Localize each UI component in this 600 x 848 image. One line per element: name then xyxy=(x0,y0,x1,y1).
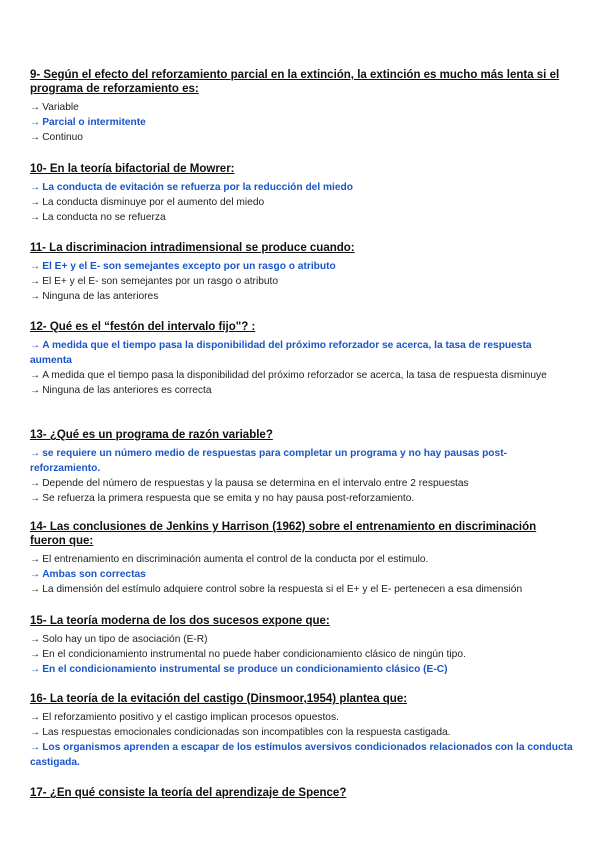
answer-option-correct: → El E+ y el E- son semejantes excepto por un rasgo o atributo xyxy=(30,261,336,272)
arrow-icon: → xyxy=(30,478,41,489)
arrow-icon: → xyxy=(30,212,41,223)
arrow-icon: → xyxy=(30,340,41,351)
arrow-icon: → xyxy=(30,117,41,128)
answer-option-correct: → En el condicionamiento instrumental se produce un condicionamiento clásico (E-C) xyxy=(30,664,448,675)
arrow-icon: → xyxy=(30,584,41,595)
question-11 xyxy=(30,241,575,304)
arrow-icon: → xyxy=(30,197,41,208)
answer-option-correct: → A medida que el tiempo pasa la disponibilidad del próximo reforzador se acerca, la tasa de respuesta aumenta xyxy=(30,340,532,366)
arrow-icon: → xyxy=(30,712,41,723)
arrow-icon: → xyxy=(30,649,41,660)
question-title: 13- ¿Qué es un programa de razón variable? xyxy=(30,429,273,441)
question-16 xyxy=(30,692,575,770)
answer-option: → Ninguna de las anteriores xyxy=(30,291,159,302)
answer-option: → A medida que el tiempo pasa la disponibilidad del próximo reforzador se acerca, la tasa de respuesta disminuye xyxy=(30,370,547,381)
answer-option-correct: → se requiere un número medio de respuestas para completar un programa y no hay pausas post-reforzamiento. xyxy=(30,448,507,474)
arrow-icon: → xyxy=(30,276,41,287)
arrow-icon: → xyxy=(30,554,41,565)
answer-option: → Ninguna de las anteriores es correcta xyxy=(30,385,212,396)
answer-option-correct: → Los organismos aprenden a escapar de los estímulos aversivos condicionados relacionados con la conducta castigada. xyxy=(30,742,573,768)
arrow-icon: → xyxy=(30,132,41,143)
question-title: 15- La teoría moderna de los dos sucesos expone que: xyxy=(30,615,330,627)
arrow-icon: → xyxy=(30,493,41,504)
answer-option-correct: → Parcial o intermitente xyxy=(30,117,146,128)
answer-option: → Depende del número de respuestas y la pausa se determina en el intervalo entre 2 respuestas xyxy=(30,478,469,489)
answer-option: → Se refuerza la primera respuesta que se emita y no hay pausa post-reforzamiento. xyxy=(30,493,415,504)
question-15 xyxy=(30,614,575,677)
question-14 xyxy=(30,520,575,597)
answer-option: → La conducta disminuye por el aumento del miedo xyxy=(30,197,265,208)
question-title: 16- La teoría de la evitación del castigo (Dinsmoor,1954) plantea que: xyxy=(30,693,408,705)
question-title: 10- En la teoría bifactorial de Mowrer: xyxy=(30,163,235,175)
answer-option: → Solo hay un tipo de asociación (E-R) xyxy=(30,634,208,645)
arrow-icon: → xyxy=(30,370,41,381)
arrow-icon: → xyxy=(30,634,41,645)
answer-option: → Continuo xyxy=(30,132,83,143)
answer-option: → Variable xyxy=(30,102,79,113)
arrow-icon: → xyxy=(30,742,41,753)
answer-option-correct: → La conducta de evitación se refuerza por la reducción del miedo xyxy=(30,182,353,193)
question-title: 9- Según el efecto del reforzamiento parcial en la extinción, la extinción es mucho más lenta si el programa de reforzamiento es: xyxy=(30,69,560,95)
answer-option: → El E+ y el E- son semejantes por un rasgo o atributo xyxy=(30,276,279,287)
answer-option: → En el condicionamiento instrumental no puede haber condicionamiento clásico de ningún tipo. xyxy=(30,649,466,660)
question-9 xyxy=(30,68,575,145)
question-title: 14- Las conclusiones de Jenkins y Harrison (1962) sobre el entrenamiento en discriminación fueron que: xyxy=(30,521,537,547)
arrow-icon: → xyxy=(30,448,41,459)
arrow-icon: → xyxy=(30,664,41,675)
arrow-icon: → xyxy=(30,261,41,272)
answer-option: → El reforzamiento positivo y el castigo implican procesos opuestos. xyxy=(30,712,339,723)
question-12 xyxy=(30,320,575,398)
arrow-icon: → xyxy=(30,182,41,193)
question-title: 11- La discriminacion intradimensional se produce cuando: xyxy=(30,242,355,254)
question-10 xyxy=(30,162,575,225)
question-17 xyxy=(30,786,575,804)
arrow-icon: → xyxy=(30,102,41,113)
arrow-icon: → xyxy=(30,569,41,580)
answer-option: → El entrenamiento en discriminación aumenta el control de la conducta por el estimulo. xyxy=(30,554,429,565)
arrow-icon: → xyxy=(30,291,41,302)
arrow-icon: → xyxy=(30,385,41,396)
question-title: 17- ¿En qué consiste la teoría del aprendizaje de Spence? xyxy=(30,787,347,799)
answer-option: → La dimensión del estímulo adquiere control sobre la respuesta si el E+ y el E- pertenecen a esa dimensión xyxy=(30,584,523,595)
answer-option: → Las respuestas emocionales condicionadas son incompatibles con la respuesta castigada. xyxy=(30,727,451,738)
arrow-icon: → xyxy=(30,727,41,738)
answer-option: → La conducta no se refuerza xyxy=(30,212,166,223)
answer-option-correct: → Ambas son correctas xyxy=(30,569,146,580)
question-title: 12- Qué es el “festón del intervalo fijo"? : xyxy=(30,321,256,333)
question-13 xyxy=(30,428,575,506)
